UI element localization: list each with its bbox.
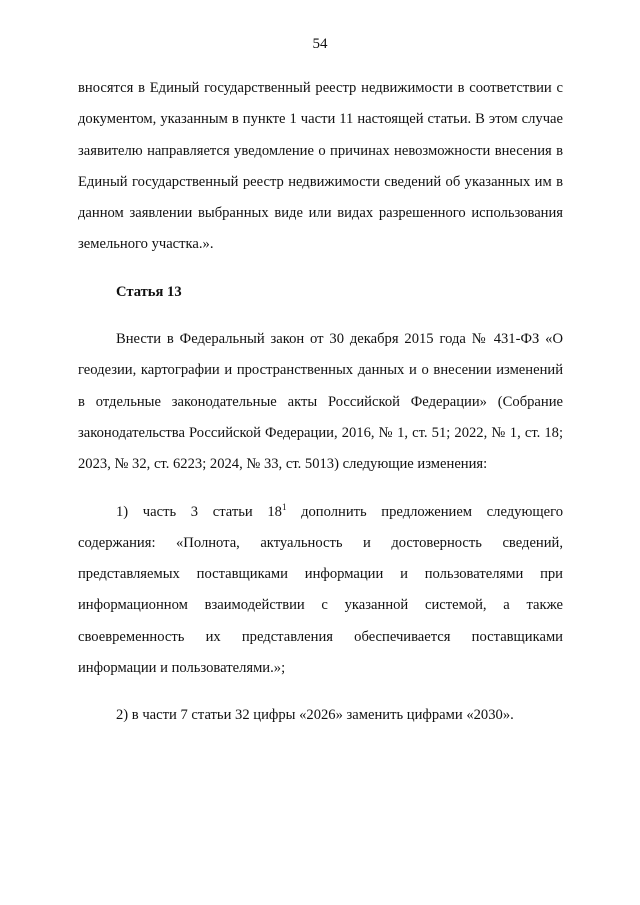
paragraph-item-2: 2) в части 7 статьи 32 цифры «2026» заменить цифрами «2030». xyxy=(116,707,514,724)
paragraph-amendment-intro: Внести в Федеральный закон от 30 декабря 2015 года № 431-ФЗ «О геодезии, картографии и пространственных данных и о внесении изменений в отдельные законодательные акты Российской Федерации» (Собрание законодательства Российской Федерации, 2016, № 1, ст. 51; 2022, № 1, ст. 18; 2023, № 32, ст. 6223; 2024, № 33, ст. 5013) следующие изменения: xyxy=(78,331,563,473)
paragraph-continuation: вносятся в Единый государственный реестр недвижимости в соответствии с документом, указанным в пункте 1 части 11 настоящей статьи. В этом случае заявителю направляется уведомление о причинах невозможности внесения в Единый государственный реестр недвижимости сведений об указанных им в данном заявлении выбранных виде или видах разрешенного использования земельного участка.». xyxy=(78,80,563,253)
paragraph-gap xyxy=(78,308,563,324)
page-number: 54 xyxy=(312,36,328,52)
paragraph-gap xyxy=(78,684,563,700)
item-1-text-start: 1) часть 3 статьи 18 xyxy=(116,503,282,520)
paragraph-gap xyxy=(78,261,563,277)
paragraph-item-1 xyxy=(78,497,563,685)
paragraph-gap xyxy=(78,481,563,497)
item-1-superscript: 1 xyxy=(281,501,287,512)
article-heading: Статья 13 xyxy=(116,283,182,300)
document-body xyxy=(78,73,563,732)
item-1-text-end: дополнить предложением следующего содержания: «Полнота, актуальность и достоверность сведений, представляемых поставщиками информации и пользователями при информационном взаимодействии с указанной системой, а также своевременность их представления обеспечивается поставщиками информации и пользователями.»; xyxy=(78,503,563,677)
